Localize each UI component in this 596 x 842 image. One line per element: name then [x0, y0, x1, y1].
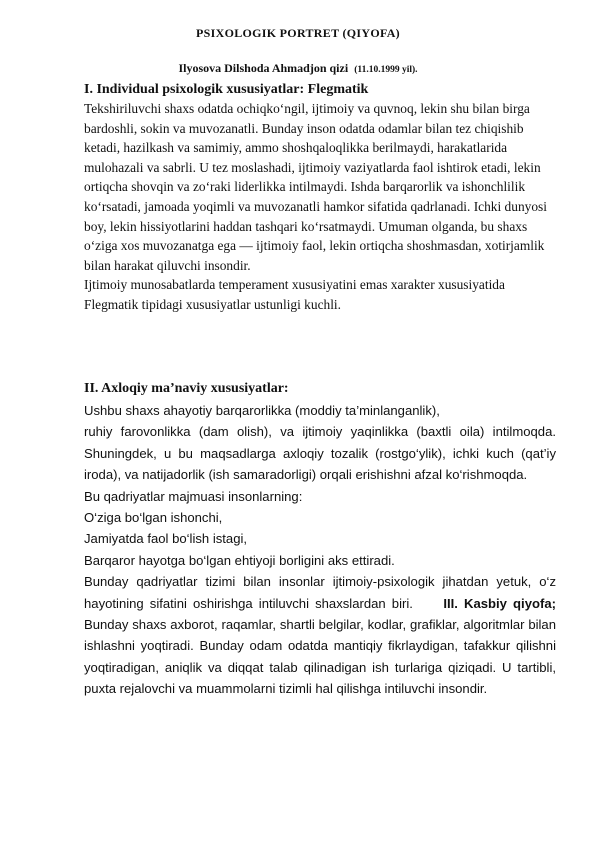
- list-item: O‘ziga bo‘lgan ishonchi,: [84, 510, 223, 526]
- author-name: Ilyosova Dilshoda Ahmadjon qizi: [178, 61, 349, 75]
- values-list: [84, 507, 556, 571]
- section-heading-individual: I. Individual psixologik xususiyatlar: Flegmatik: [84, 82, 369, 97]
- paragraph-values-intro: Ushbu shaxs ahayotiy barqarorlikka (moddiy ta’minlanganlik),: [84, 403, 440, 418]
- paragraph-values: ruhiy farovonlikka (dam olish), va ijtimoiy yaqinlikka (baxtli oila) intilmoqda. Shuningdek, u bu maqsadlarga axloqiy tozalik (rostgo‘ylik), ichki kuch (qat’iy iroda), va natijadorlik (ish samaradorligi) orqali erishishni afzal ko‘rishmoqda.: [84, 424, 556, 483]
- section-individual: [84, 80, 556, 315]
- section-moral: [84, 379, 556, 700]
- values-list-intro: Bu qadriyatlar majmuasi insonlarning:: [84, 488, 303, 504]
- paragraph-values-summary: Bunday qadriyatlar tizimi bilan insonlar ijtimoiy-psixologik jihatdan yetuk, o‘z hayotining sifatini oshirishga intiluvchi shaxslardan biri.: [84, 574, 556, 611]
- paragraph-temperament: Tekshiriluvchi shaxs odatda ochiqko‘ngil, ijtimoiy va quvnoq, lekin shu bilan birga bardoshli, sokin va muvozanatli. Bunday inson odatda odamlar bilan tez chiqishib ketadi, hazilkash va samimiy, ammo shoshqaloqlikka berilmaydi, harakatlarida mulohazali va sabrli. U tez moslashadi, ijtimoiy vaziyatlarda faol ishtirok etadi, lekin ortiqcha shovqin va zo‘raki liderlikka intilmaydi. Ishda barqarorlik va ishonchlilik ko‘rsatadi, jamoada yoqimli va muvozanatli hamkor sifatida qadrlanadi. Ichki dunyosi boy, lekin hissiyotlarini haddan tashqari ko‘rsatmaydi. Umuman olganda, bu shaxs o‘ziga xos muvozanatga ega — ijtimoiy faol, lekin ortiqcha shoshmasdan, xotirjamlik bilan harakat qiluvchi insondir.: [84, 101, 547, 273]
- author-line: [0, 61, 596, 76]
- birth-date: (11.10.1999 yil).: [354, 65, 418, 75]
- paragraph-social-relations: Ijtimoiy munosabatlarda temperament xususiyatini emas xarakter xususiyatida Flegmatik tipidagi xususiyatlar ustunligi kuchli.: [84, 277, 505, 312]
- paragraph-professional-text: Bunday shaxs axborot, raqamlar, shartli belgilar, kodlar, grafiklar, algoritmlar bilan ishlashni yoqtiradi. Bunday odam odatda mantiqiy fikrlaydigan, tafakkur qilishni yoqtiradigan, aniqlik va diqqat talab qilinadigan ish turlariga qiziqadi. U tartibli, puxta rejalovchi va muammolarni tizimli hal qilishga intiluvchi insondir.: [84, 617, 556, 697]
- section-heading-moral: II. Axloqiy ma’naviy xususiyatlar:: [84, 381, 289, 396]
- section-heading-professional: III. Kasbiy qiyofa;: [443, 595, 556, 611]
- list-item: Jamiyatda faol bo‘lish istagi,: [84, 531, 248, 547]
- document-title: PSIXOLOGIK PORTRET (QIYOFA): [196, 26, 400, 40]
- list-item: Barqaror hayotga bo‘lgan ehtiyoji borligini aks ettiradi.: [84, 552, 395, 568]
- paragraph-professional: [84, 571, 556, 699]
